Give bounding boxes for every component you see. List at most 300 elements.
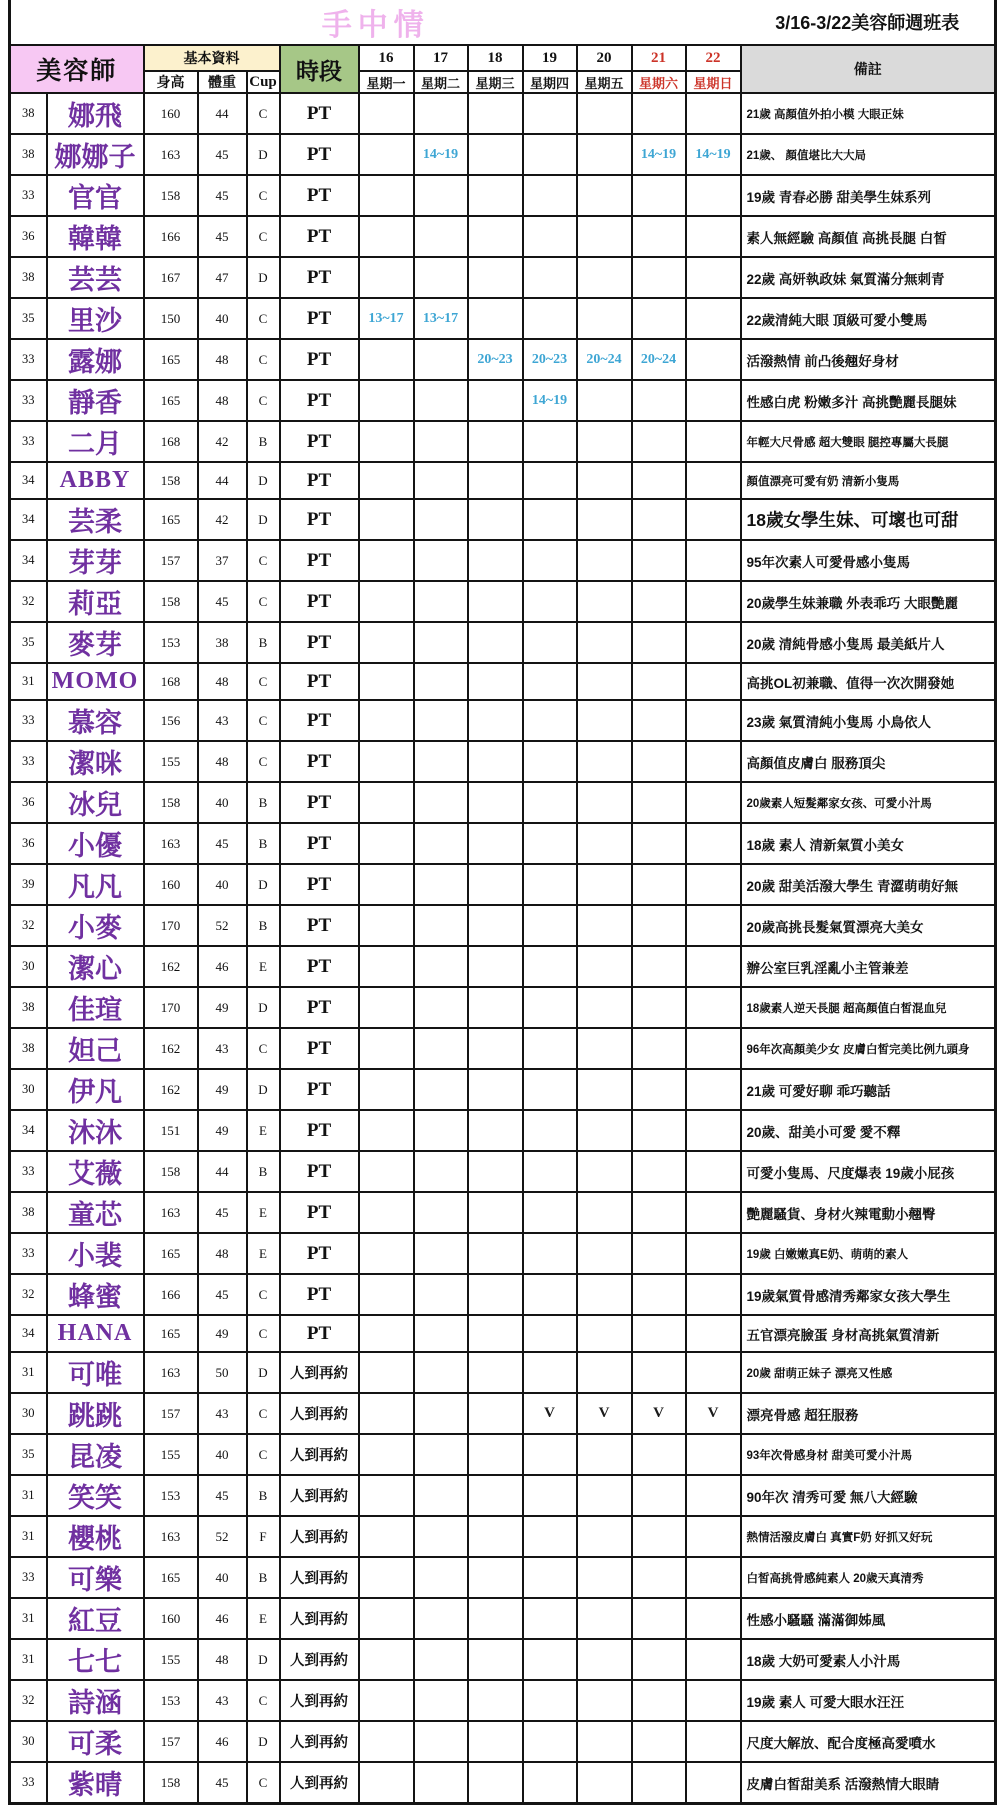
shift-cell: PT xyxy=(280,1274,359,1315)
remark-cell: 21歲 可愛好聊 乖巧聽話 xyxy=(741,1069,996,1110)
day-date: 16 xyxy=(359,45,414,71)
schedule-cell xyxy=(577,905,632,946)
day-date: 17 xyxy=(414,45,468,71)
name-cell: 紫晴 xyxy=(47,1762,144,1804)
cup-cell: D xyxy=(247,987,280,1028)
schedule-cell xyxy=(686,741,741,782)
name-cell: 伊凡 xyxy=(47,1069,144,1110)
schedule-cell xyxy=(414,622,468,663)
staff-row xyxy=(10,421,996,462)
schedule-cell xyxy=(632,1721,686,1762)
name-cell: MOMO xyxy=(47,663,144,700)
schedule-cell xyxy=(577,134,632,175)
cup-cell: D xyxy=(247,1639,280,1680)
shift-cell: 人到再約 xyxy=(280,1475,359,1516)
schedule-cell xyxy=(632,581,686,622)
age-cell: 31 xyxy=(10,663,47,700)
schedule-cell xyxy=(686,1151,741,1192)
schedule-cell xyxy=(468,1233,523,1274)
page-subtitle: 3/16-3/22美容師週班表 xyxy=(741,0,996,45)
schedule-cell xyxy=(359,622,414,663)
shift-cell: PT xyxy=(280,1110,359,1151)
age-cell: 34 xyxy=(10,540,47,581)
schedule-cell xyxy=(359,1516,414,1557)
weight-cell: 40 xyxy=(198,1434,247,1475)
day-weekday: 星期二 xyxy=(414,71,468,93)
name-cell: 小優 xyxy=(47,823,144,864)
name-cell: 芸芸 xyxy=(47,257,144,298)
col-header-weight: 體重 xyxy=(198,71,247,93)
schedule-cell xyxy=(577,216,632,257)
schedule-cell xyxy=(523,622,577,663)
remark-cell: 93年次骨感身材 甜美可愛小汁馬 xyxy=(741,1434,996,1475)
remark-cell: 96年次高顏美少女 皮膚白皙完美比例九頭身 xyxy=(741,1028,996,1069)
shift-cell: PT xyxy=(280,175,359,216)
schedule-cell xyxy=(414,946,468,987)
staff-row xyxy=(10,134,996,175)
schedule-cell xyxy=(414,864,468,905)
staff-row xyxy=(10,1557,996,1598)
age-cell: 33 xyxy=(10,1557,47,1598)
height-cell: 163 xyxy=(144,134,198,175)
schedule-cell xyxy=(468,134,523,175)
cup-cell: C xyxy=(247,339,280,380)
cup-cell: D xyxy=(247,257,280,298)
schedule-cell: 14~19 xyxy=(632,134,686,175)
age-cell: 34 xyxy=(10,1315,47,1352)
shift-cell: PT xyxy=(280,540,359,581)
remark-cell: 20歲學生妹兼職 外表乖巧 大眼艷麗 xyxy=(741,581,996,622)
schedule-cell xyxy=(359,987,414,1028)
remark-cell: 19歲 青春必勝 甜美學生妹系列 xyxy=(741,175,996,216)
age-cell: 33 xyxy=(10,339,47,380)
weight-cell: 45 xyxy=(198,823,247,864)
schedule-cell xyxy=(686,622,741,663)
weight-cell: 46 xyxy=(198,1721,247,1762)
schedule-cell xyxy=(632,1475,686,1516)
schedule-cell xyxy=(632,380,686,421)
weight-cell: 38 xyxy=(198,622,247,663)
schedule-cell xyxy=(686,1598,741,1639)
weight-cell: 45 xyxy=(198,1475,247,1516)
height-cell: 162 xyxy=(144,946,198,987)
schedule-cell xyxy=(523,823,577,864)
staff-row xyxy=(10,380,996,421)
schedule-cell xyxy=(577,987,632,1028)
day-weekday: 星期一 xyxy=(359,71,414,93)
name-cell: 里沙 xyxy=(47,298,144,339)
schedule-cell xyxy=(632,175,686,216)
height-cell: 160 xyxy=(144,1598,198,1639)
remark-cell: 21歲、 顏值堪比大大局 xyxy=(741,134,996,175)
remark-cell: 95年次素人可愛骨感小隻馬 xyxy=(741,540,996,581)
schedule-cell xyxy=(523,93,577,134)
schedule-cell: 14~19 xyxy=(686,134,741,175)
schedule-cell xyxy=(686,663,741,700)
height-cell: 163 xyxy=(144,1192,198,1233)
schedule-cell xyxy=(359,421,414,462)
cup-cell: B xyxy=(247,823,280,864)
schedule-cell xyxy=(523,462,577,499)
weight-cell: 43 xyxy=(198,1393,247,1434)
name-cell: 蜂蜜 xyxy=(47,1274,144,1315)
schedule-cell xyxy=(468,1762,523,1804)
schedule-cell xyxy=(632,216,686,257)
age-cell: 35 xyxy=(10,298,47,339)
schedule-cell xyxy=(523,905,577,946)
cup-cell: B xyxy=(247,905,280,946)
schedule-cell xyxy=(468,581,523,622)
height-cell: 170 xyxy=(144,987,198,1028)
schedule-cell xyxy=(686,339,741,380)
schedule-cell xyxy=(577,741,632,782)
remark-cell: 漂亮骨感 超狂服務 xyxy=(741,1393,996,1434)
height-cell: 158 xyxy=(144,782,198,823)
weight-cell: 46 xyxy=(198,1598,247,1639)
shift-cell: 人到再約 xyxy=(280,1762,359,1804)
staff-row xyxy=(10,782,996,823)
schedule-cell xyxy=(577,622,632,663)
schedule-cell xyxy=(523,1516,577,1557)
cup-cell: C xyxy=(247,1315,280,1352)
height-cell: 165 xyxy=(144,1233,198,1274)
height-cell: 166 xyxy=(144,1274,198,1315)
shift-cell: PT xyxy=(280,1069,359,1110)
age-cell: 30 xyxy=(10,1393,47,1434)
age-cell: 34 xyxy=(10,462,47,499)
schedule-cell xyxy=(686,1434,741,1475)
schedule-cell xyxy=(468,1274,523,1315)
day-weekday: 星期四 xyxy=(523,71,577,93)
weight-cell: 45 xyxy=(198,216,247,257)
schedule-cell xyxy=(414,1393,468,1434)
schedule-cell xyxy=(686,540,741,581)
remark-cell: 19歲 素人 可愛大眼水汪汪 xyxy=(741,1680,996,1721)
schedule-cell xyxy=(632,499,686,540)
staff-row xyxy=(10,1639,996,1680)
schedule-cell xyxy=(414,1762,468,1804)
schedule-cell xyxy=(523,1069,577,1110)
weight-cell: 48 xyxy=(198,741,247,782)
schedule-cell xyxy=(523,1434,577,1475)
schedule-cell xyxy=(468,298,523,339)
name-cell: 芽芽 xyxy=(47,540,144,581)
schedule-cell xyxy=(414,93,468,134)
schedule-cell xyxy=(523,1557,577,1598)
name-cell: 芸柔 xyxy=(47,499,144,540)
age-cell: 33 xyxy=(10,1151,47,1192)
name-cell: 紅豆 xyxy=(47,1598,144,1639)
remark-cell: 可愛小隻馬、尺度爆表 19歲小屁孩 xyxy=(741,1151,996,1192)
name-cell: 跳跳 xyxy=(47,1393,144,1434)
schedule-cell xyxy=(686,499,741,540)
schedule-cell xyxy=(523,1151,577,1192)
remark-cell: 22歲 高妍執政妹 氣質滿分無刺青 xyxy=(741,257,996,298)
schedule-cell xyxy=(632,622,686,663)
cup-cell: D xyxy=(247,134,280,175)
schedule-cell xyxy=(468,700,523,741)
weight-cell: 49 xyxy=(198,1069,247,1110)
schedule-cell xyxy=(523,1639,577,1680)
cup-cell: E xyxy=(247,1598,280,1639)
staff-row xyxy=(10,499,996,540)
table-header xyxy=(10,0,996,93)
staff-row xyxy=(10,1233,996,1274)
age-cell: 36 xyxy=(10,823,47,864)
staff-row xyxy=(10,1762,996,1804)
col-header-notes: 備註 xyxy=(741,45,996,93)
day-weekday: 星期六 xyxy=(632,71,686,93)
cup-cell: C xyxy=(247,700,280,741)
table-body xyxy=(10,93,996,1804)
schedule-cell xyxy=(468,499,523,540)
schedule-cell xyxy=(414,1516,468,1557)
day-date: 21 xyxy=(632,45,686,71)
schedule-cell xyxy=(414,257,468,298)
weight-cell: 42 xyxy=(198,421,247,462)
weight-cell: 37 xyxy=(198,540,247,581)
height-cell: 162 xyxy=(144,1028,198,1069)
schedule-cell xyxy=(468,1639,523,1680)
schedule-cell xyxy=(632,1192,686,1233)
weight-cell: 45 xyxy=(198,134,247,175)
schedule-cell xyxy=(523,1352,577,1393)
remark-cell: 20歲 甜美活潑大學生 青澀萌萌好無 xyxy=(741,864,996,905)
height-cell: 153 xyxy=(144,1680,198,1721)
schedule-cell xyxy=(468,257,523,298)
schedule-cell xyxy=(632,1151,686,1192)
schedule-cell xyxy=(577,421,632,462)
shift-cell: 人到再約 xyxy=(280,1516,359,1557)
shift-cell: PT xyxy=(280,741,359,782)
schedule-cell xyxy=(632,1434,686,1475)
schedule-cell xyxy=(359,339,414,380)
name-cell: 靜香 xyxy=(47,380,144,421)
schedule-cell xyxy=(359,1233,414,1274)
name-cell: 露娜 xyxy=(47,339,144,380)
age-cell: 34 xyxy=(10,499,47,540)
schedule-cell xyxy=(468,93,523,134)
schedule-cell xyxy=(523,987,577,1028)
staff-row xyxy=(10,1434,996,1475)
schedule-cell xyxy=(686,421,741,462)
age-cell: 32 xyxy=(10,1680,47,1721)
age-cell: 33 xyxy=(10,380,47,421)
schedule-cell xyxy=(414,1110,468,1151)
schedule-cell xyxy=(632,987,686,1028)
schedule-cell xyxy=(686,1028,741,1069)
schedule-cell xyxy=(359,499,414,540)
age-cell: 33 xyxy=(10,1762,47,1804)
schedule-cell xyxy=(686,257,741,298)
schedule-cell xyxy=(468,1069,523,1110)
weight-cell: 48 xyxy=(198,663,247,700)
age-cell: 38 xyxy=(10,93,47,134)
schedule-cell xyxy=(359,741,414,782)
schedule-cell xyxy=(414,1274,468,1315)
weight-cell: 49 xyxy=(198,1110,247,1151)
schedule-cell xyxy=(686,1639,741,1680)
schedule-cell xyxy=(359,93,414,134)
schedule-cell xyxy=(632,1233,686,1274)
height-cell: 157 xyxy=(144,1393,198,1434)
schedule-cell xyxy=(414,1434,468,1475)
shift-cell: PT xyxy=(280,1192,359,1233)
staff-row xyxy=(10,1151,996,1192)
schedule-cell xyxy=(468,1721,523,1762)
schedule-cell xyxy=(577,1762,632,1804)
height-cell: 150 xyxy=(144,298,198,339)
weight-cell: 45 xyxy=(198,581,247,622)
shift-cell: PT xyxy=(280,987,359,1028)
schedule-cell xyxy=(414,1557,468,1598)
schedule-cell xyxy=(632,257,686,298)
weight-cell: 46 xyxy=(198,946,247,987)
schedule-cell xyxy=(468,864,523,905)
remark-cell: 20歲素人短髮鄰家女孩、可愛小汁馬 xyxy=(741,782,996,823)
weight-cell: 44 xyxy=(198,462,247,499)
schedule-cell xyxy=(577,1639,632,1680)
shift-cell: 人到再約 xyxy=(280,1393,359,1434)
schedule-cell xyxy=(686,1557,741,1598)
age-cell: 33 xyxy=(10,175,47,216)
height-cell: 166 xyxy=(144,216,198,257)
schedule-cell xyxy=(414,380,468,421)
weight-cell: 49 xyxy=(198,1315,247,1352)
shift-cell: PT xyxy=(280,700,359,741)
age-cell: 33 xyxy=(10,1233,47,1274)
remark-cell: 20歲 甜萌正妹子 漂亮又性感 xyxy=(741,1352,996,1393)
shift-cell: 人到再約 xyxy=(280,1639,359,1680)
name-cell: 小裴 xyxy=(47,1233,144,1274)
remark-cell: 18歲 大奶可愛素人小汁馬 xyxy=(741,1639,996,1680)
remark-cell: 高顏值皮膚白 服務頂尖 xyxy=(741,741,996,782)
schedule-cell xyxy=(414,499,468,540)
cup-cell: C xyxy=(247,540,280,581)
schedule-cell xyxy=(523,540,577,581)
name-cell: 昆凌 xyxy=(47,1434,144,1475)
height-cell: 153 xyxy=(144,622,198,663)
staff-row xyxy=(10,1028,996,1069)
schedule-cell xyxy=(359,1315,414,1352)
page-title: 手中情 xyxy=(10,0,741,45)
schedule-cell xyxy=(577,1475,632,1516)
col-header-basic-info: 基本資料 xyxy=(144,45,280,71)
schedule-cell xyxy=(523,581,577,622)
shift-cell: PT xyxy=(280,1233,359,1274)
schedule-cell xyxy=(414,339,468,380)
name-cell: 娜娜子 xyxy=(47,134,144,175)
shift-cell: PT xyxy=(280,339,359,380)
weight-cell: 43 xyxy=(198,1028,247,1069)
schedule-cell xyxy=(359,134,414,175)
cup-cell: C xyxy=(247,663,280,700)
schedule-cell xyxy=(414,1192,468,1233)
staff-row xyxy=(10,741,996,782)
remark-cell: 22歲清純大眼 頂級可愛小雙馬 xyxy=(741,298,996,339)
schedule-cell xyxy=(414,421,468,462)
schedule-table xyxy=(8,0,997,1805)
staff-row xyxy=(10,216,996,257)
name-cell: 韓韓 xyxy=(47,216,144,257)
schedule-cell xyxy=(686,905,741,946)
schedule-cell xyxy=(632,1315,686,1352)
schedule-cell xyxy=(414,1069,468,1110)
cup-cell: C xyxy=(247,1393,280,1434)
height-cell: 153 xyxy=(144,1475,198,1516)
schedule-cell xyxy=(686,823,741,864)
weight-cell: 45 xyxy=(198,1192,247,1233)
schedule-cell xyxy=(359,1028,414,1069)
height-cell: 165 xyxy=(144,1557,198,1598)
remark-cell: 顏值漂亮可愛有奶 清新小隻馬 xyxy=(741,462,996,499)
schedule-cell xyxy=(468,622,523,663)
weight-cell: 50 xyxy=(198,1352,247,1393)
schedule-cell xyxy=(468,1192,523,1233)
remark-cell: 年輕大尺骨感 超大雙眼 腿控專屬大長腿 xyxy=(741,421,996,462)
day-weekday: 星期五 xyxy=(577,71,632,93)
schedule-cell xyxy=(577,298,632,339)
staff-row xyxy=(10,700,996,741)
weight-cell: 43 xyxy=(198,700,247,741)
height-cell: 167 xyxy=(144,257,198,298)
age-cell: 38 xyxy=(10,1192,47,1233)
name-cell: 童芯 xyxy=(47,1192,144,1233)
age-cell: 38 xyxy=(10,257,47,298)
name-cell: 艾薇 xyxy=(47,1151,144,1192)
schedule-cell xyxy=(632,540,686,581)
cup-cell: C xyxy=(247,581,280,622)
staff-row xyxy=(10,1721,996,1762)
shift-cell: PT xyxy=(280,216,359,257)
schedule-cell xyxy=(577,1274,632,1315)
age-cell: 36 xyxy=(10,216,47,257)
cup-cell: D xyxy=(247,462,280,499)
schedule-cell xyxy=(414,700,468,741)
staff-row xyxy=(10,1352,996,1393)
schedule-cell xyxy=(632,421,686,462)
schedule-cell xyxy=(359,175,414,216)
day-date: 19 xyxy=(523,45,577,71)
schedule-cell xyxy=(632,1352,686,1393)
schedule-cell xyxy=(577,175,632,216)
name-cell: 二月 xyxy=(47,421,144,462)
age-cell: 34 xyxy=(10,1110,47,1151)
schedule-cell: V xyxy=(523,1393,577,1434)
name-cell: ABBY xyxy=(47,462,144,499)
age-cell: 33 xyxy=(10,421,47,462)
schedule-cell xyxy=(577,1352,632,1393)
staff-row xyxy=(10,1475,996,1516)
schedule-cell xyxy=(359,700,414,741)
age-cell: 31 xyxy=(10,1475,47,1516)
weight-cell: 44 xyxy=(198,93,247,134)
remark-cell: 性感小騷騷 滿滿御姊風 xyxy=(741,1598,996,1639)
height-cell: 158 xyxy=(144,1151,198,1192)
schedule-cell xyxy=(359,1762,414,1804)
age-cell: 33 xyxy=(10,741,47,782)
weight-cell: 45 xyxy=(198,1274,247,1315)
staff-row xyxy=(10,1069,996,1110)
shift-cell: 人到再約 xyxy=(280,1352,359,1393)
schedule-cell: V xyxy=(686,1393,741,1434)
schedule-cell xyxy=(523,298,577,339)
schedule-cell xyxy=(686,1192,741,1233)
schedule-cell xyxy=(577,1151,632,1192)
name-cell: 潔心 xyxy=(47,946,144,987)
schedule-cell xyxy=(523,1475,577,1516)
schedule-cell xyxy=(468,1393,523,1434)
